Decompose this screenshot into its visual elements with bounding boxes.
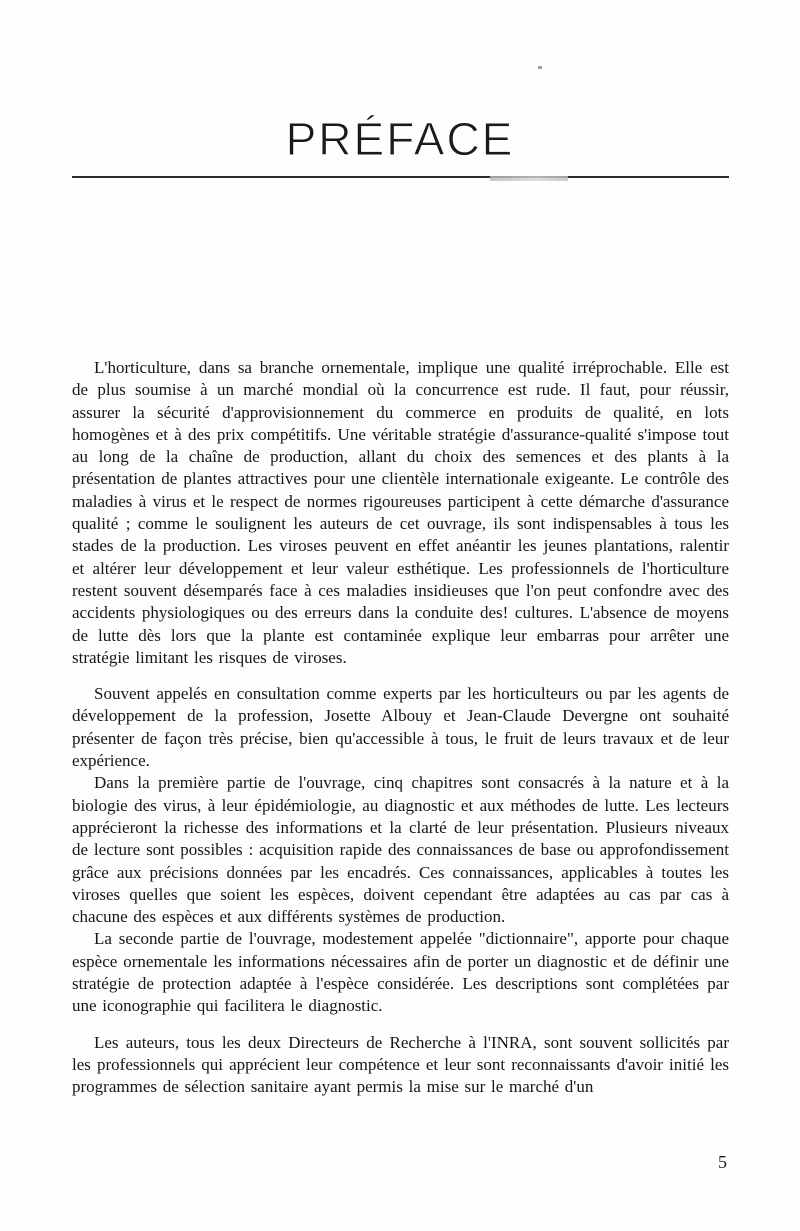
paragraph-4: La seconde partie de l'ouvrage, modestement appelée "dictionnaire", apporte pour chaque espèce ornementale les informations nécessaires afin de porter un diagnostic et de définir une stratégie de protection adaptée à l'espèce considérée. Les descriptions sont complétées par une iconographie qui facilitera le diagnostic.	[72, 929, 729, 1016]
scan-speck	[538, 66, 542, 69]
paragraph-3: Dans la première partie de l'ouvrage, cinq chapitres sont consacrés à la nature et à la biologie des virus, à leur épidémiologie, au diagnostic et aux méthodes de lutte. Les lecteurs apprécieront la richesse des informations et la clarté de leur présentation. Plusieurs niveaux de lecture sont possibles : acquisition rapide des connaissances de base ou approfondissement grâce aux précisions données par les encadrés. Ces connaissances, applicables à toutes les viroses quelles que soient les espèces, doivent cependant être adaptées au cas par cas à chacune des espèces et aux différents systèmes de production.	[72, 773, 729, 927]
scan-smudge	[490, 176, 568, 181]
paragraph-1: L'horticulture, dans sa branche ornementale, implique une qualité irréprochable. Elle est de plus soumise à un marché mondial où la concurrence est rude. Il faut, pour réussir, assurer la sécurité d'approvisionnement du commerce en produits de qualité, en lots homogènes et à des prix compétitifs. Une véritable stratégie d'assurance-qualité s'impose tout au long de la chaîne de production, allant du choix des semences et des plants à la présentation de plantes attractives pour une clientèle internationale exigeante. Le contrôle des maladies à virus et le respect de normes rigoureuses participent à cette démarche d'assurance qualité ; comme le soulignent les auteurs de cet ouvrage, ils sont indispensables à tous les stades de la production. Les viroses peuvent en effet anéantir les jeunes plantations, ralentir et altérer leur développement et leur valeur esthétique. Les professionnels de l'horticulture restent souvent désemparés face à ces maladies insidieuses que l'on peut confondre avec des accidents physiologiques ou des erreurs dans la conduite des! cultures. L'absence de moyens de lutte dès lors que la plante est contaminée explique leur embarras pour arrêter une stratégie limitant les risques de viroses.	[72, 358, 729, 667]
title-divider	[72, 176, 729, 178]
page-title: PRÉFACE	[285, 113, 515, 165]
page-number: 5	[718, 1152, 727, 1172]
paragraph-5: Les auteurs, tous les deux Directeurs de Recherche à l'INRA, sont souvent sollicités par les professionnels qui apprécient leur compétence et leur sont reconnaissants d'avoir initié les programmes de sélection sanitaire ayant permis la mise sur le marché d'un	[72, 1032, 729, 1097]
preface-body	[72, 357, 729, 1099]
paragraph-2: Souvent appelés en consultation comme experts par les horticulteurs ou par les agents de développement de la profession, Josette Albouy et Jean-Claude Devergne ont souhaité présenter de façon très précise, bien qu'accessible à tous, le fruit de leurs travaux et de leur expérience.	[72, 684, 729, 771]
